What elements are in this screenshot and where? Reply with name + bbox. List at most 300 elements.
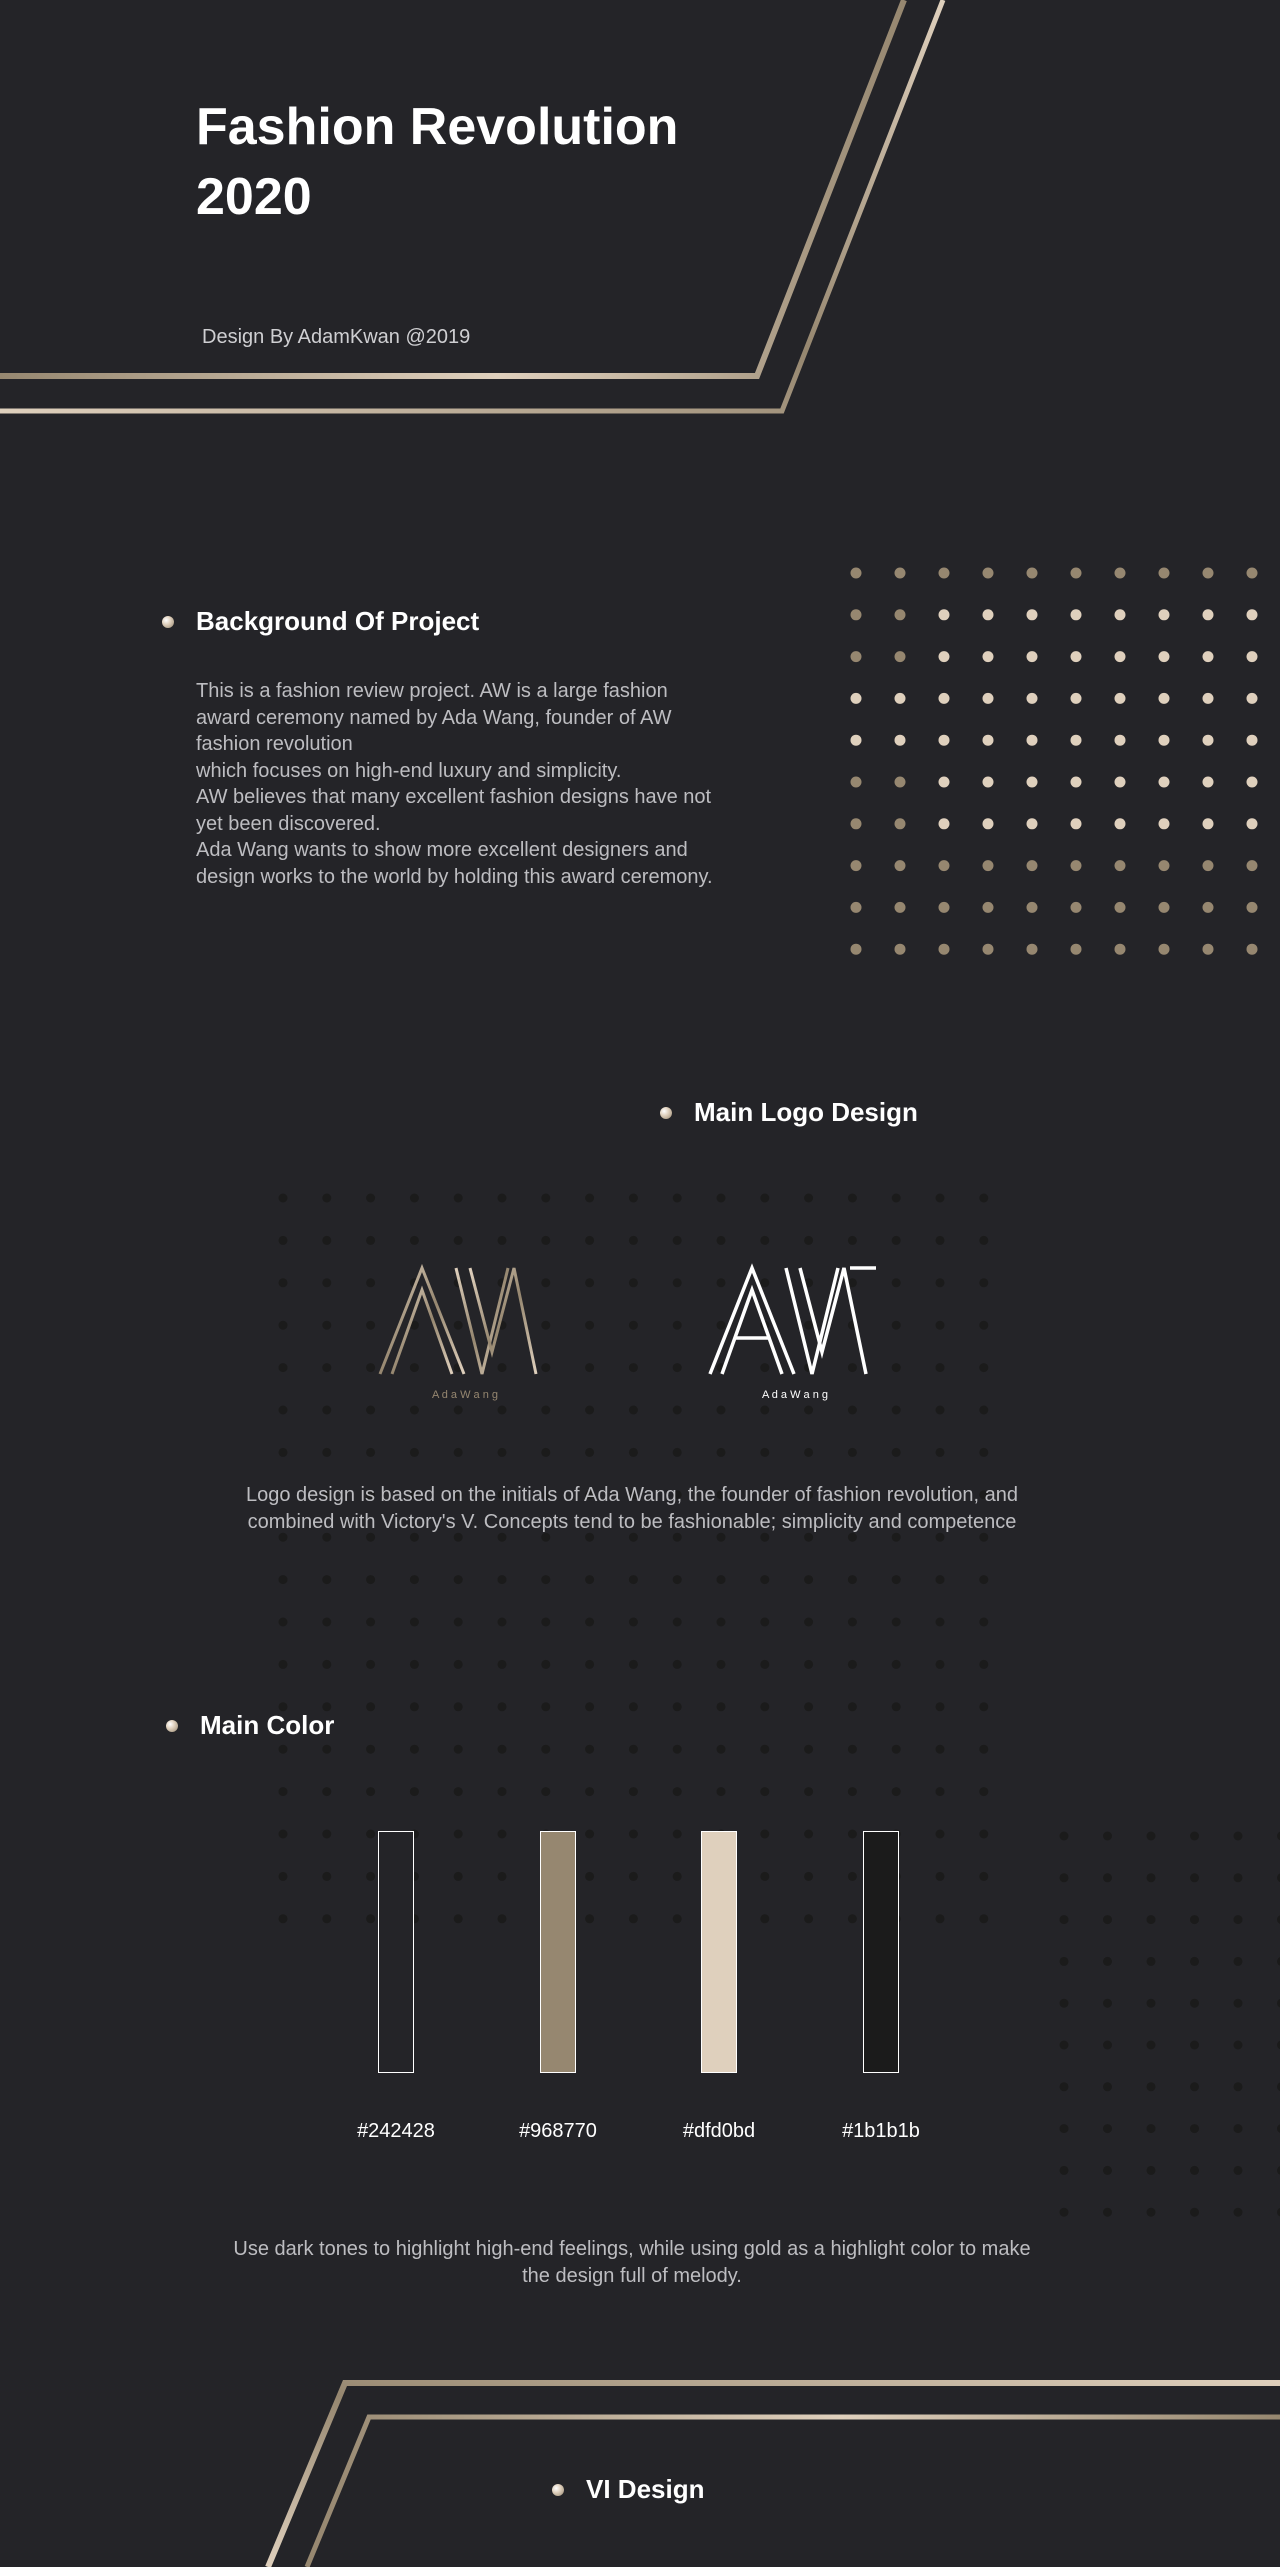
decorative-dot	[851, 860, 862, 871]
decorative-dot	[322, 1406, 331, 1415]
decorative-dot	[1115, 568, 1126, 579]
decorative-dot	[1203, 651, 1214, 662]
decorative-dot	[1071, 944, 1082, 955]
decorative-dot	[1247, 651, 1258, 662]
decorative-dot	[629, 1194, 638, 1203]
bullet-icon	[552, 2484, 564, 2496]
decorative-dot	[804, 1448, 813, 1457]
decorative-dot	[498, 1618, 507, 1627]
decorative-dot	[1247, 609, 1258, 620]
decorative-dot	[851, 818, 862, 829]
decorative-dot	[1115, 651, 1126, 662]
decorative-dot	[1071, 568, 1082, 579]
decorative-dot	[1159, 609, 1170, 620]
background-line: Ada Wang wants to show more excellent designers and design works to the world by holding this award ceremony.	[196, 839, 713, 888]
decorative-dot	[585, 1406, 594, 1415]
decorative-dot	[983, 860, 994, 871]
color-description: Use dark tones to highlight high-end feelings, while using gold as a highlight color to make the design full of melody.	[233, 2238, 1031, 2287]
logo-white-subtext: A d a W a n g	[761, 1389, 829, 1401]
decorative-dot	[279, 1830, 288, 1839]
decorative-dot	[498, 1406, 507, 1415]
decorative-dot	[936, 1278, 945, 1287]
title-line-2: 2020	[196, 168, 312, 226]
decorative-dot	[979, 1448, 988, 1457]
decorative-dot	[1234, 1873, 1243, 1882]
decorative-dot	[279, 1575, 288, 1584]
decorative-dot	[1190, 1915, 1199, 1924]
decorative-dot	[279, 1660, 288, 1669]
decorative-dot	[585, 1278, 594, 1287]
decorative-dot	[804, 1872, 813, 1881]
decorative-dot	[851, 693, 862, 704]
decorative-dot	[1103, 1873, 1112, 1882]
decorative-dot	[1203, 902, 1214, 913]
decorative-dot	[1060, 1915, 1069, 1924]
decorative-dot	[585, 1575, 594, 1584]
decorative-dot	[322, 1363, 331, 1372]
color-hex-label: #1b1b1b	[842, 2120, 920, 2142]
decorative-dot	[498, 1575, 507, 1584]
decorative-dot	[1190, 1999, 1199, 2008]
decorative-dot	[760, 1194, 769, 1203]
decorative-dot	[983, 609, 994, 620]
decorative-dot	[939, 651, 950, 662]
decorative-dot	[717, 1194, 726, 1203]
decorative-dot	[1190, 2166, 1199, 2175]
decorative-dot	[983, 902, 994, 913]
color-swatch-dfd0bd	[701, 1831, 737, 2073]
decorative-dot	[585, 1618, 594, 1627]
decorative-dot	[892, 1321, 901, 1330]
decorative-dot	[322, 1872, 331, 1881]
decorative-dot	[760, 1702, 769, 1711]
decorative-dot	[673, 1830, 682, 1839]
decorative-dot	[585, 1448, 594, 1457]
decorative-dot	[804, 1618, 813, 1627]
decorative-dot	[366, 1872, 375, 1881]
decorative-dot	[1234, 1832, 1243, 1841]
decorative-dot	[804, 1406, 813, 1415]
decorative-dot	[979, 1660, 988, 1669]
decorative-dot	[892, 1278, 901, 1287]
decorative-dot	[1203, 777, 1214, 788]
section-heading-vi: VI Design	[586, 2474, 705, 2504]
decorative-dot	[279, 1787, 288, 1796]
decorative-dot	[1247, 735, 1258, 746]
decorative-dot	[585, 1702, 594, 1711]
decorative-dot	[1159, 902, 1170, 913]
decorative-dot	[585, 1830, 594, 1839]
decorative-dot	[804, 1194, 813, 1203]
decorative-dot	[673, 1575, 682, 1584]
title-line-1: Fashion Revolution	[196, 98, 679, 156]
decorative-dot	[979, 1278, 988, 1287]
decorative-dot	[541, 1575, 550, 1584]
decorative-dot	[848, 1745, 857, 1754]
decorative-dot	[848, 1660, 857, 1669]
decorative-dot	[1115, 609, 1126, 620]
decorative-dot	[939, 693, 950, 704]
decorative-dot	[454, 1448, 463, 1457]
decorative-dot	[717, 1236, 726, 1245]
page-title	[196, 92, 756, 232]
decorative-dot	[454, 1618, 463, 1627]
decorative-dot	[936, 1406, 945, 1415]
decorative-dot	[322, 1618, 331, 1627]
decorative-dot	[279, 1448, 288, 1457]
decorative-dot	[629, 1914, 638, 1923]
decorative-dot	[1115, 693, 1126, 704]
decorative-dot	[1159, 693, 1170, 704]
decorative-dot	[851, 609, 862, 620]
decorative-dot	[939, 818, 950, 829]
decorative-dot	[366, 1914, 375, 1923]
decorative-dot	[848, 1406, 857, 1415]
decorative-dot	[1103, 1832, 1112, 1841]
decorative-dot	[322, 1745, 331, 1754]
decorative-dot	[895, 651, 906, 662]
decorative-dot	[895, 818, 906, 829]
decorative-dot	[983, 944, 994, 955]
background-line: which focuses on high-end luxury and simplicity.	[196, 759, 622, 782]
decorative-dot	[939, 568, 950, 579]
decorative-dot	[895, 944, 906, 955]
decorative-dot	[1147, 2208, 1156, 2217]
decorative-dot	[673, 1745, 682, 1754]
decorative-dot	[1147, 1832, 1156, 1841]
decorative-dot	[1159, 777, 1170, 788]
decorative-dot	[1071, 609, 1082, 620]
logo-gold-mark	[370, 1262, 560, 1402]
decorative-dot	[1190, 1873, 1199, 1882]
decorative-dot	[983, 777, 994, 788]
decorative-dot	[979, 1745, 988, 1754]
decorative-dot	[892, 1660, 901, 1669]
decorative-dot	[1159, 944, 1170, 955]
decorative-dot	[804, 1914, 813, 1923]
decorative-dot	[939, 735, 950, 746]
dot-grid-color	[1060, 1832, 1280, 2217]
design-credit: Design By AdamKwan @2019	[202, 326, 471, 348]
decorative-dot	[1190, 1957, 1199, 1966]
decorative-dot	[1071, 818, 1082, 829]
decorative-dot	[1234, 1957, 1243, 1966]
decorative-dot	[1159, 735, 1170, 746]
decorative-dot	[629, 1321, 638, 1330]
decorative-dot	[851, 902, 862, 913]
decorative-dot	[673, 1194, 682, 1203]
decorative-dot	[498, 1830, 507, 1839]
decorative-dot	[760, 1660, 769, 1669]
decorative-dot	[717, 1618, 726, 1627]
decorative-dot	[1147, 2124, 1156, 2133]
decorative-dot	[629, 1575, 638, 1584]
decorative-dot	[366, 1618, 375, 1627]
decorative-dot	[629, 1787, 638, 1796]
decorative-dot	[892, 1448, 901, 1457]
decorative-dot	[936, 1660, 945, 1669]
decorative-dot	[322, 1830, 331, 1839]
decorative-dot	[1247, 944, 1258, 955]
decorative-dot	[979, 1406, 988, 1415]
decorative-dot	[1060, 1832, 1069, 1841]
decorative-dot	[851, 651, 862, 662]
decorative-dot	[1060, 2208, 1069, 2217]
section-heading-background: Background Of Project	[196, 606, 480, 636]
decorative-dot	[541, 1702, 550, 1711]
decorative-dot	[1060, 2166, 1069, 2175]
decorative-dot	[1203, 693, 1214, 704]
decorative-dot	[760, 1872, 769, 1881]
decorative-dot	[498, 1914, 507, 1923]
decorative-dot	[366, 1702, 375, 1711]
decorative-dot	[1190, 1832, 1199, 1841]
decorative-dot	[895, 693, 906, 704]
decorative-dot	[541, 1787, 550, 1796]
decorative-dot	[1247, 860, 1258, 871]
color-hex-label: #968770	[519, 2120, 597, 2142]
decorative-dot	[1115, 735, 1126, 746]
decorative-dot	[541, 1236, 550, 1245]
decorative-dot	[717, 1660, 726, 1669]
bullet-icon	[660, 1107, 672, 1119]
decorative-dot	[1027, 860, 1038, 871]
decorative-dot	[936, 1914, 945, 1923]
decorative-dot	[454, 1236, 463, 1245]
decorative-dot	[1147, 2082, 1156, 2091]
decorative-dot	[673, 1406, 682, 1415]
decorative-dot	[1159, 818, 1170, 829]
color-hex-label: #dfd0bd	[682, 2120, 756, 2142]
decorative-dot	[366, 1660, 375, 1669]
background-paragraph	[196, 678, 716, 890]
dot-grid-background	[851, 568, 1258, 955]
decorative-dot	[1103, 1999, 1112, 2008]
decorative-dot	[366, 1830, 375, 1839]
decorative-dot	[1203, 860, 1214, 871]
decorative-dot	[1147, 1873, 1156, 1882]
decorative-dot	[322, 1660, 331, 1669]
decorative-dot	[629, 1660, 638, 1669]
decorative-dot	[541, 1448, 550, 1457]
decorative-dot	[322, 1787, 331, 1796]
decorative-dot	[717, 1787, 726, 1796]
decorative-dot	[892, 1363, 901, 1372]
decorative-dot	[1203, 568, 1214, 579]
decorative-dot	[979, 1914, 988, 1923]
decorative-dot	[1115, 860, 1126, 871]
decorative-dot	[1147, 1999, 1156, 2008]
decorative-dot	[1203, 818, 1214, 829]
decorative-dot	[1234, 2082, 1243, 2091]
decorative-dot	[804, 1575, 813, 1584]
decorative-dot	[1103, 2082, 1112, 2091]
decorative-dot	[717, 1702, 726, 1711]
decorative-dot	[1190, 2041, 1199, 2050]
decorative-dot	[760, 1448, 769, 1457]
decorative-dot	[1147, 2041, 1156, 2050]
decorative-dot	[936, 1787, 945, 1796]
decorative-dot	[1060, 2124, 1069, 2133]
decorative-dot	[895, 568, 906, 579]
decorative-dot	[1103, 2041, 1112, 2050]
decorative-dot	[979, 1236, 988, 1245]
decorative-dot	[1203, 735, 1214, 746]
decorative-dot	[673, 1236, 682, 1245]
decorative-dot	[895, 902, 906, 913]
decorative-dot	[1147, 1915, 1156, 1924]
decorative-dot	[760, 1575, 769, 1584]
decorative-dot	[366, 1236, 375, 1245]
decorative-dot	[1060, 2082, 1069, 2091]
section-heading-color: Main Color	[200, 1710, 335, 1740]
decorative-dot	[673, 1914, 682, 1923]
decorative-dot	[936, 1236, 945, 1245]
decorative-dot	[322, 1236, 331, 1245]
decorative-dot	[848, 1872, 857, 1881]
decorative-dot	[983, 693, 994, 704]
decorative-dot	[673, 1618, 682, 1627]
logo-white-mark	[700, 1262, 890, 1402]
decorative-dot	[760, 1236, 769, 1245]
decorative-dot	[1071, 693, 1082, 704]
decorative-dot	[585, 1872, 594, 1881]
decorative-dot	[498, 1194, 507, 1203]
decorative-dot	[804, 1660, 813, 1669]
decorative-dot	[1071, 860, 1082, 871]
decorative-dot	[279, 1406, 288, 1415]
decorative-dot	[1234, 2166, 1243, 2175]
decorative-dot	[936, 1702, 945, 1711]
decorative-dot	[760, 1787, 769, 1796]
decorative-dot	[979, 1872, 988, 1881]
decorative-dot	[541, 1618, 550, 1627]
decorative-dot	[1103, 2166, 1112, 2175]
section-color	[166, 1710, 334, 1741]
decorative-dot	[939, 902, 950, 913]
decorative-dot	[1203, 609, 1214, 620]
decorative-dot	[1190, 2124, 1199, 2133]
decorative-dot	[673, 1872, 682, 1881]
decorative-dot	[1247, 777, 1258, 788]
decorative-dot	[279, 1278, 288, 1287]
decorative-dot	[1071, 735, 1082, 746]
decorative-dot	[410, 1406, 419, 1415]
decorative-dot	[1234, 2208, 1243, 2217]
decorative-dot	[1234, 1915, 1243, 1924]
decorative-dot	[851, 568, 862, 579]
decorative-dot	[322, 1278, 331, 1287]
decorative-dot	[498, 1660, 507, 1669]
decorative-dot	[454, 1660, 463, 1669]
decorative-dot	[1060, 2041, 1069, 2050]
decorative-dot	[410, 1702, 419, 1711]
decorative-dot	[673, 1321, 682, 1330]
decorative-dot	[629, 1363, 638, 1372]
decorative-dot	[936, 1575, 945, 1584]
decorative-dot	[498, 1787, 507, 1796]
decorative-dot	[936, 1448, 945, 1457]
decorative-dot	[1159, 568, 1170, 579]
decorative-dot	[279, 1194, 288, 1203]
decorative-dot	[279, 1914, 288, 1923]
decorative-dot	[1103, 2208, 1112, 2217]
decorative-dot	[939, 944, 950, 955]
decorative-dot	[279, 1745, 288, 1754]
decorative-dot	[892, 1575, 901, 1584]
decorative-dot	[1027, 818, 1038, 829]
logo-gold-subtext: A d a W a n g	[431, 1389, 499, 1401]
decorative-dot	[1159, 860, 1170, 871]
decorative-dot	[895, 777, 906, 788]
decorative-dot	[322, 1448, 331, 1457]
decorative-dot	[983, 818, 994, 829]
decorative-dot	[1103, 2124, 1112, 2133]
decorative-dot	[892, 1787, 901, 1796]
decorative-dot	[1071, 902, 1082, 913]
decorative-dot	[936, 1745, 945, 1754]
decorative-dot	[1247, 902, 1258, 913]
decorative-dot	[454, 1745, 463, 1754]
decorative-dot	[892, 1618, 901, 1627]
decorative-dot	[848, 1194, 857, 1203]
decorative-dot	[454, 1787, 463, 1796]
decorative-dot	[979, 1321, 988, 1330]
decorative-dot	[629, 1618, 638, 1627]
decorative-dot	[1203, 944, 1214, 955]
decorative-dot	[322, 1194, 331, 1203]
decorative-dot	[585, 1787, 594, 1796]
decorative-dot	[936, 1194, 945, 1203]
decorative-dot	[410, 1448, 419, 1457]
decorative-dot	[848, 1236, 857, 1245]
decorative-dot	[366, 1575, 375, 1584]
decorative-dot	[1190, 2082, 1199, 2091]
decorative-dot	[585, 1363, 594, 1372]
decorative-dot	[1060, 1873, 1069, 1882]
decorative-dot	[498, 1236, 507, 1245]
decorative-dot	[892, 1236, 901, 1245]
decorative-dot	[979, 1363, 988, 1372]
decorative-dot	[410, 1575, 419, 1584]
decorative-dot	[585, 1745, 594, 1754]
decorative-dot	[804, 1830, 813, 1839]
decorative-dot	[410, 1236, 419, 1245]
decorative-dot	[629, 1406, 638, 1415]
decorative-dot	[936, 1321, 945, 1330]
decorative-dot	[760, 1830, 769, 1839]
decorative-dot	[498, 1745, 507, 1754]
decorative-dot	[322, 1321, 331, 1330]
decorative-dot	[848, 1702, 857, 1711]
decorative-dot	[804, 1787, 813, 1796]
decorative-dot	[851, 944, 862, 955]
decorative-dot	[1115, 777, 1126, 788]
decorative-dot	[279, 1363, 288, 1372]
decorative-dot	[585, 1660, 594, 1669]
decorative-dot	[804, 1745, 813, 1754]
decorative-dot	[717, 1406, 726, 1415]
decorative-dot	[410, 1660, 419, 1669]
decorative-dot	[1027, 902, 1038, 913]
decorative-dot	[498, 1702, 507, 1711]
color-swatch-242428	[378, 1831, 414, 2073]
decorative-dot	[939, 860, 950, 871]
decorative-dot	[1027, 609, 1038, 620]
decorative-dot	[673, 1448, 682, 1457]
decorative-dot	[936, 1618, 945, 1627]
decorative-dot	[366, 1787, 375, 1796]
